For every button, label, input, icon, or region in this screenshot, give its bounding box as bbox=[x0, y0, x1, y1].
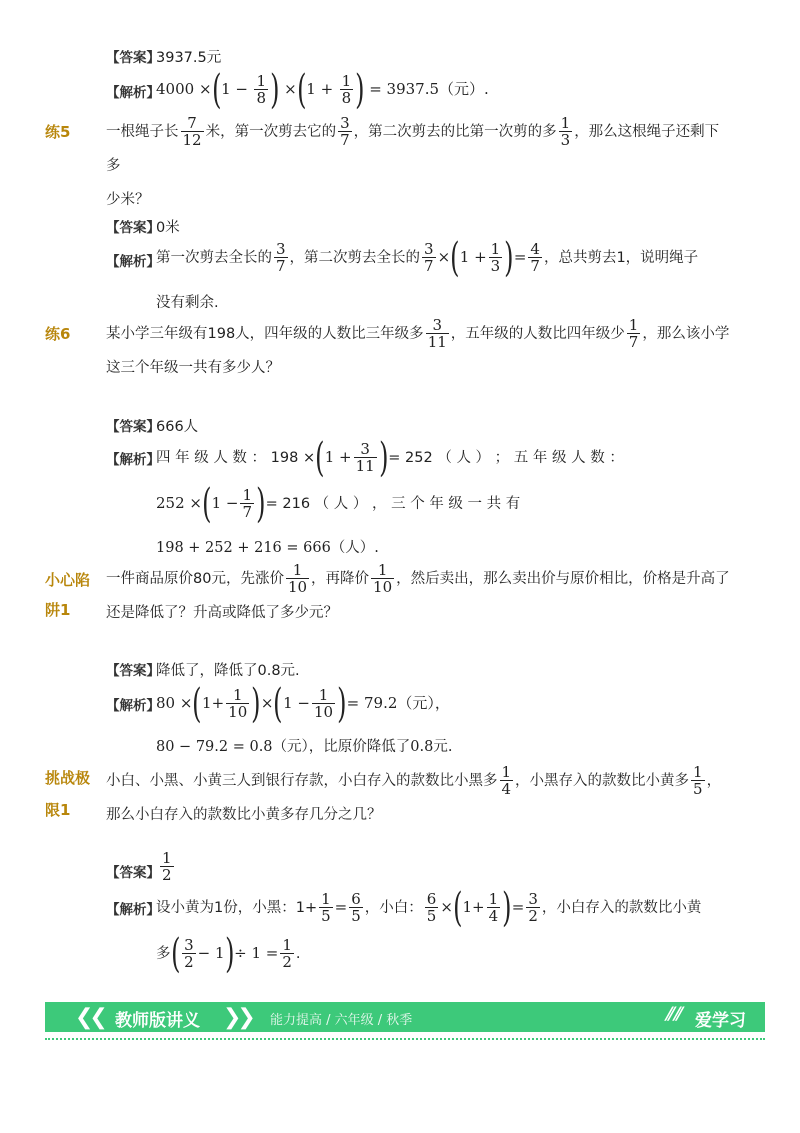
answer-value: 降低了，降低了0.8元. bbox=[156, 663, 300, 679]
analysis-text: 设小黄为1份，小黑：1+ $\frac{1}{5}$ = $\frac{6}{5}$ ，小白： $\frac{6}{5}$ ×(1+ $\frac{1}{4}$ )= $\frac{3}{2}$ ，小白存入的款数比小黄 bbox=[156, 885, 702, 931]
logo-icon: ⫽⫽ bbox=[665, 1004, 682, 1025]
answer-tag: 【答案】 bbox=[106, 220, 160, 236]
answer-tag: 【答案】 bbox=[106, 663, 160, 679]
question-text: 一根绳子长 $\frac{7}{12}$ 米，第一次剪去它的 $\frac{3}{7}$ ，第二次剪去的比第一次剪的多 $\frac{1}{3}$ ，那么这根绳子还剩下多 少米？ bbox=[106, 114, 720, 208]
question-label: 练6 bbox=[45, 325, 71, 343]
question-label: 阱1 bbox=[45, 601, 71, 619]
question-label: 练5 bbox=[45, 123, 71, 141]
answer-value: 666人 bbox=[156, 419, 199, 435]
footer-breadcrumb: 能力提高 / 六年级 / 秋季 bbox=[270, 1013, 413, 1028]
question-label: 限1 bbox=[45, 801, 71, 819]
analysis-text: 80 − 79.2 = 0.8（元），比原价降低了0.8元. bbox=[156, 739, 453, 755]
analysis-text: 第一次剪去全长的 $\frac{3}{7}$ ，第二次剪去全长的 $\frac{3}{7}$ ×(1 + $\frac{1}{3}$ )= $\frac{4}{7}$ ，总共剪去1，说明绳子 bbox=[156, 235, 699, 281]
answer-tag: 【答案】 bbox=[106, 865, 160, 881]
question-label: 小心陷 bbox=[45, 571, 91, 589]
analysis-text: 多( $\frac{3}{2}$ − 1)÷ 1 = $\frac{1}{2}$ . bbox=[156, 931, 301, 977]
analysis-tag: 【解析】 bbox=[106, 254, 160, 270]
footer-divider bbox=[45, 1038, 765, 1040]
brand-logo: 爱学习 bbox=[695, 1011, 746, 1031]
answer-value: 3937.5元 bbox=[156, 50, 222, 66]
answer-tag: 【答案】 bbox=[106, 50, 160, 66]
analysis-text: 四 年 级 人 数 ： 198 ×(1 + $\frac{3}{11}$ )= 252 （ 人 ） ； 五 年 级 人 数 ： bbox=[156, 435, 624, 481]
question-text: 小白、小黑、小黄三人到银行存款，小白存入的款数比小黑多 $\frac{1}{4}$ ，小黑存入的款数比小黄多 $\frac{1}{5}$ ， 那么小白存入的款数比小黄多存几分之几？ bbox=[106, 763, 722, 823]
analysis-formula: 80 ×(1+ $\frac{1}{10}$ )×(1 − $\frac{1}{10}$ )= 79.2（元）， bbox=[156, 681, 450, 727]
question-text: 一件商品原价80元，先涨价 $\frac{1}{10}$ ，再降价 $\frac{1}{10}$ ，然后卖出，那么卖出价与原价相比，价格是升高了 还是降低了？升高或降低了多少元？ bbox=[106, 561, 730, 621]
chevrons-icon: ❯❯ bbox=[223, 1005, 252, 1030]
answer-tag: 【答案】 bbox=[106, 419, 160, 435]
analysis-text: 252 ×(1 − $\frac{1}{7}$ )= 216 （ 人 ） ， 三 个 年 级 一 共 有 bbox=[156, 481, 521, 527]
footer-title: 教师版讲义 bbox=[115, 1011, 200, 1031]
footer-banner bbox=[45, 1002, 765, 1032]
question-text: 某小学三年级有198人，四年级的人数比三年级多 $\frac{3}{11}$ ，五年级的人数比四年级少 $\frac{1}{7}$ ，那么该小学 这三个年级一共有多少人？ bbox=[106, 316, 730, 376]
analysis-text: 198 + 252 + 216 = 666（人）. bbox=[156, 540, 379, 556]
analysis-tag: 【解析】 bbox=[106, 452, 160, 468]
chevrons-icon: ❮❮ bbox=[75, 1005, 104, 1030]
analysis-tag: 【解析】 bbox=[106, 698, 160, 714]
analysis-formula: 4000 ×(1 − $\frac{1}{8}$ ) ×(1 + $\frac{1}{8}$ ) = 3937.5（元）. bbox=[156, 67, 489, 113]
analysis-tag: 【解析】 bbox=[106, 85, 160, 101]
question-label: 挑战极 bbox=[45, 769, 91, 787]
analysis-tag: 【解析】 bbox=[106, 902, 160, 918]
analysis-text: 没有剩余. bbox=[156, 295, 219, 311]
answer-value: 0米 bbox=[156, 220, 180, 236]
answer-value: $\frac{1}{2}$ bbox=[162, 849, 172, 884]
